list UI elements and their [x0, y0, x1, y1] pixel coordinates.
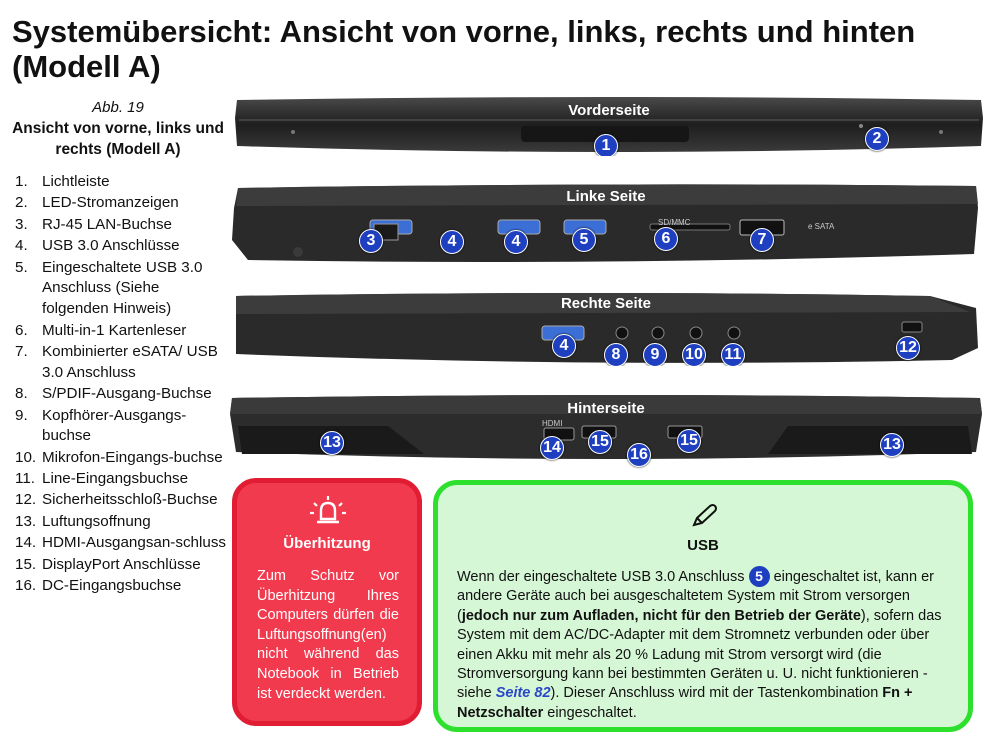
left-side-view — [228, 180, 984, 270]
right-view-title: Rechte Seite — [560, 295, 652, 312]
usb-note-text-4: ). Dieser Anschluss wird mit der Tastenkombination — [550, 685, 879, 702]
legend-number: 13. — [15, 512, 37, 530]
figure-title: Ansicht von vorne, links und rechts (Modell A) — [12, 120, 224, 158]
callout-badge: 13 — [880, 433, 904, 457]
callout-badge: 7 — [750, 228, 774, 252]
legend-text: S/PDIF-Ausgang-Buchse — [42, 385, 212, 403]
usb-note-box — [433, 480, 973, 732]
legend-number: 14. — [15, 534, 37, 552]
legend-item — [15, 555, 230, 576]
inline-callout-badge: 5 — [749, 566, 770, 587]
legend-item — [15, 342, 230, 384]
callout-badge: 4 — [504, 230, 528, 254]
legend-text: Multi-in-1 Kartenleser — [42, 321, 187, 339]
usb-note-text-2: eingeschaltet ist, kann er andere Geräte auch bei ausgeschaltetem System mit Strom versorgen ( — [457, 569, 934, 624]
callout-badge: 8 — [604, 343, 628, 366]
legend-number: 8. — [15, 385, 28, 403]
hdmi-label: HDMI — [542, 419, 563, 428]
legend-item — [15, 236, 230, 257]
legend-text: Eingeschaltete USB 3.0 Anschluss (Siehe folgenden Hinweis) — [42, 258, 203, 318]
usb-note-text-1: Wenn der eingeschaltete USB 3.0 Anschluss — [457, 569, 745, 585]
legend-number: 9. — [15, 406, 28, 424]
legend-number: 15. — [15, 555, 37, 573]
legend-text: Kombinierter eSATA/ USB 3.0 Anschluss — [42, 342, 218, 381]
legend-item — [15, 172, 230, 193]
legend-item — [15, 490, 230, 511]
warning-heading: Überhitzung — [283, 535, 371, 552]
callout-badge: 13 — [320, 431, 344, 455]
callout-badge: 14 — [540, 436, 564, 460]
legend-item — [15, 193, 230, 214]
legend-item — [15, 406, 230, 448]
callout-badge: 5 — [572, 228, 596, 252]
esata-label: e SATA — [808, 222, 835, 231]
callout-badge: 10 — [682, 343, 706, 366]
card-reader-label: SD/MMC — [658, 218, 691, 227]
callout-badge: 15 — [588, 430, 612, 454]
legend-text: RJ-45 LAN-Buchse — [42, 215, 172, 233]
legend-number: 4. — [15, 237, 28, 255]
usb-note-text-3: ), sofern das System mit dem AC/DC-Adapter mit dem Stromnetz verbunden oder über einen Akku mit mehr als 20 % Ladung mit Strom versorgt wird (die Stromversorgung kann bei bestimmten Geräten u. U. nicht funktionieren - siehe — [457, 607, 942, 702]
alarm-icon — [309, 495, 347, 529]
legend-item — [15, 576, 230, 597]
legend-text: Mikrofon-Eingangs-buchse — [42, 448, 223, 466]
callout-badge: 3 — [359, 229, 383, 253]
callout-badge: 11 — [721, 343, 745, 366]
front-view-title: Vorderseite — [568, 102, 650, 119]
legend-text: USB 3.0 Anschlüsse — [42, 237, 180, 255]
legend-text: DisplayPort Anschlüsse — [42, 555, 201, 573]
legend-item — [15, 448, 230, 469]
callout-badge: 2 — [865, 127, 889, 151]
legend-item — [15, 469, 230, 490]
usb-note-text — [457, 566, 957, 723]
usb-note-bold-2: Fn + Netzschalter — [457, 685, 913, 721]
legend-item — [15, 533, 230, 554]
warning-text: Zum Schutz vor Überhitzung Ihres Computers dürfen die Luftungsoffnung(en) nicht während das Notebook in Betrieb ist verdeckt werden. — [257, 568, 399, 702]
figure-caption — [12, 98, 224, 160]
page-title: Systemübersicht: Ansicht von vorne, links, rechts und hinten (Modell A) — [12, 14, 916, 84]
callout-badge: 4 — [440, 230, 464, 254]
legend-text: Sicherheitsschloß-Buchse — [42, 491, 218, 509]
usb-note-heading: USB — [687, 537, 719, 554]
legend-item — [15, 258, 230, 320]
usb-note-text-5: eingeschaltet. — [547, 704, 637, 721]
legend-text: DC-Eingangsbuchse — [42, 577, 182, 595]
callout-badge: 9 — [643, 343, 667, 366]
component-legend — [15, 172, 230, 597]
legend-text: LED-Stromanzeigen — [42, 194, 179, 212]
figure-number: Abb. 19 — [92, 99, 144, 116]
legend-number: 11. — [15, 470, 35, 488]
legend-number: 16. — [15, 577, 37, 595]
front-view — [233, 96, 985, 156]
legend-text: Kopfhörer-Ausgangs-buchse — [42, 406, 187, 445]
legend-number: 5. — [15, 258, 28, 276]
left-view-title: Linke Seite — [566, 188, 646, 205]
right-side-view — [230, 288, 982, 366]
legend-number: 6. — [15, 321, 28, 339]
callout-badge: 16 — [627, 443, 651, 467]
legend-text: Luftungsoffnung — [42, 512, 151, 530]
back-view-title: Hinterseite — [567, 400, 645, 417]
legend-item — [15, 384, 230, 405]
legend-number: 1. — [15, 173, 28, 190]
legend-item — [15, 512, 230, 533]
legend-number: 2. — [15, 194, 28, 212]
legend-number: 3. — [15, 215, 28, 233]
pen-icon — [690, 503, 718, 529]
legend-text: HDMI-Ausgangsan-schluss — [42, 534, 227, 552]
callout-badge: 15 — [677, 429, 701, 453]
overheating-warning-box — [232, 478, 422, 726]
back-view — [228, 392, 984, 470]
legend-number: 10. — [15, 448, 37, 466]
page-link[interactable]: Seite 82 — [495, 685, 551, 702]
legend-text: Lichtleiste — [42, 173, 110, 190]
callout-badge: 12 — [896, 336, 920, 360]
legend-item — [15, 321, 230, 342]
legend-number: 7. — [15, 342, 28, 360]
legend-number: 12. — [15, 491, 37, 509]
legend-text: Line-Eingangsbuchse — [42, 470, 189, 488]
callout-badge: 1 — [594, 134, 618, 156]
callout-badge: 6 — [654, 227, 678, 251]
callout-badge: 4 — [552, 334, 576, 358]
usb-note-bold-1: jedoch nur zum Aufladen, nicht für den Betrieb der Geräte — [461, 607, 861, 624]
legend-item — [15, 215, 230, 236]
